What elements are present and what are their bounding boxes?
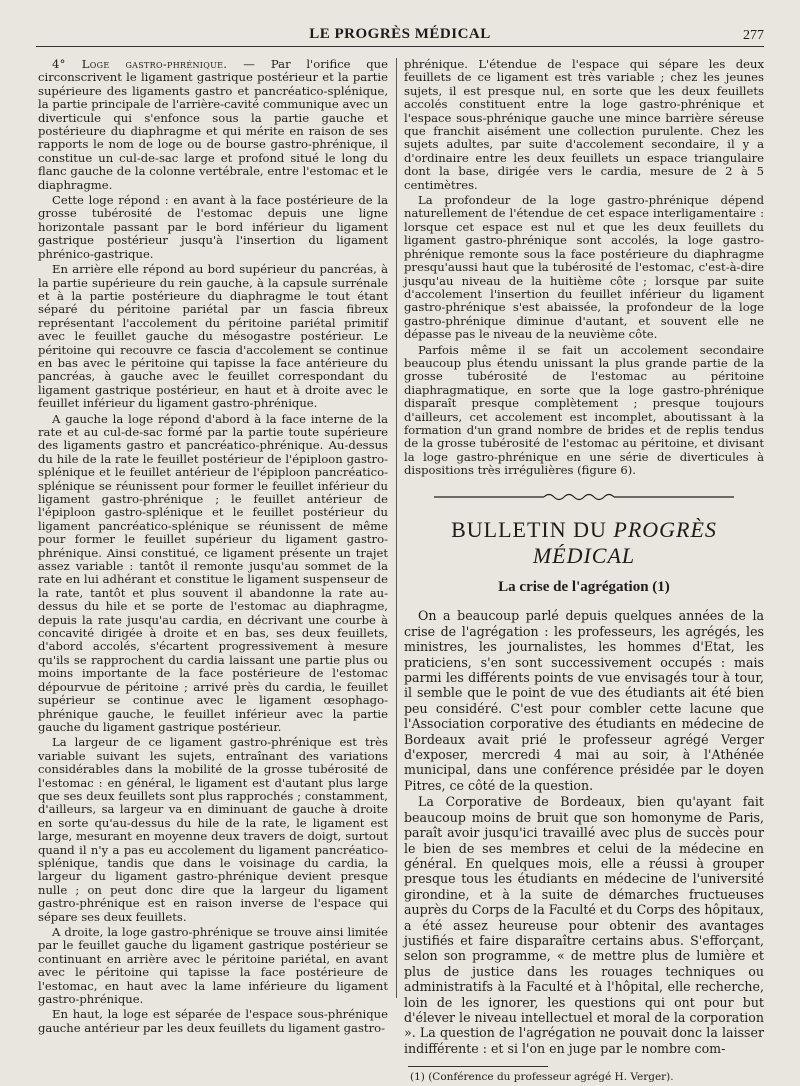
footnote: (1) (Conférence du professeur agrégé H. Verger).: [410, 1071, 674, 1084]
column-divider: [396, 58, 397, 998]
journal-title: LE PROGRÈS MÉDICAL: [309, 26, 491, 42]
paragraph: A gauche la loge répond d'abord à la face interne de la rate et au cul-de-sac formé par la partie toute supérieure des ligaments gastro et pancréatico-phrénique. Au-dessus du hile de la rate le feuillet postérieur de l'épiploon gastro-splénique et le feuillet antérieur de l'épiploon pancréatico-splénique se réunissent pour former le feuillet inférieur du ligament gastro-phrénique ; le feuillet antérieur de l'épiploon gastro-splénique et le feuillet postérieur du ligament pancréatico-splénique se réunissent de même pour former le feuillet supérieur du ligament gastro-phrénique. Ainsi constitué, ce ligament présente un trajet assez variable : tantôt il remonte jusqu'au sommet de la rate en lui adhérant et constitue le ligament suspenseur de la rate, tantôt et plus souvent il abandonne la rate au-dessus du hile et se porte de l'estomac au diaphragme, depuis la rate jusqu'au cardia, en décrivant une courbe à concavité dirigée à droite et en bas, ses deux feuillets, d'abord accolés, s'écartent progressivement à mesure qu'ils se rapprochent du cardia laissant une partie plus ou moins importante de la face postérieure de l'estomac dépourvue de péritoine ; arrivé près du cardia, le feuillet supérieur se continue avec le ligament œsophago-phrénique gauche, le feuillet inférieur avec la partie gauche du ligament gastrique postérieur.: [38, 411, 388, 734]
paragraph: Parfois même il se fait un accolement secondaire beaucoup plus étendu unissant la plus grande partie de la grosse tubérosité de l'estomac au péritoine diaphragmatique, en sorte que la loge gastro-phrénique disparaît presque complètement ; presque toujours d'ailleurs, cet accolement est incomplet, aboutissant à la formation d'un grand nombre de brides et de replis tendus de la grosse tubérosité de l'estomac au péritoine, et divisant la loge gastro-phrénique en une série de diverticules à dispositions très irrégulières (figure 6).: [404, 342, 764, 478]
paragraph: phrénique. L'étendue de l'espace qui sépare les deux feuillets de ce ligament est très variable ; chez les jeunes sujets, il est presque nul, en sorte que les deux feuillets accolés constituent entre la loge gastro-phrénique et l'espace sous-phrénique gauche une mince barrière séreuse que franchit aisément une collection purulente. Chez les sujets adultes, par suite d'accolement secondaire, il y a d'ordinaire entre les deux feuillets un espace triangulaire dont la base, dirigée vers le cardia, mesure de 2 à 5 centimètres.: [404, 57, 764, 192]
paragraph: [38, 58, 388, 192]
bulletin-heading-prefix: BULLETIN DU: [451, 517, 607, 542]
paragraph: A droite, la loge gastro-phrénique se trouve ainsi limitée par le feuillet gauche du ligament gastrique postérieur se continuant en arrière avec le péritoine pariétal, en avant avec le péritoine qui tapisse la face postérieure de l'estomac, en haut avec la lame inférieure du ligament gastro-phrénique.: [38, 925, 388, 1007]
paragraph: La Corporative de Bordeaux, bien qu'ayant fait beaucoup moins de bruit que son homonyme de Paris, paraît avoir jusqu'ici travaillé avec plus de succès pour le bien de ses membres et celui de la médecine en général. En quelques mois, elle a réussi à grouper presque tous les étudiants en médecine de l'université girondine, et à la suite de démarches fructueuses auprès du Corps de la Faculté et du Corps des hôpitaux, a été assez heureuse pour obtenir des avantages justifiés et faire disparaître certains abus. S'efforçant, selon son programme, « de mettre plus de lumière et plus de justice dans les rouages techniques ou administratifs à la Faculté et à l'hôpital, elle recherche, loin de les ignorer, les questions qui ont pour but d'élever le niveau intellectuel et moral de la corporation ». La question de l'agrégation ne pouvait donc la laisser indifférente : et si l'on en juge par le nombre com-: [404, 794, 764, 1056]
paragraph: La largeur de ce ligament gastro-phrénique est très variable suivant les sujets, entraînant des variations considérables dans la mobilité de la grosse tubérosité de l'estomac : en général, le ligament est d'autant plus large que ses deux feuillets sont plus rapprochés ; constamment, d'ailleurs, sa largeur va en diminuant de gauche à droite en sorte qu'au-dessus du hile de la rate, le ligament est large, mesurant en moyenne deux travers de doigt, surtout quand il n'y a pas eu accolement du ligament pancréatico-splénique, tandis que dans le voisinage du cardia, la largeur du ligament gastro-phrénique devient presque nulle ; on peut donc dire que la largeur du ligament gastro-phrénique est en raison inverse de l'espace qui sépare ses deux feuillets.: [38, 735, 388, 924]
bulletin-heading: [404, 517, 764, 569]
paragraph: En haut, la loge est séparée de l'espace sous-phrénique gauche antérieur par les deux feuillets du ligament gastro-: [38, 1007, 388, 1035]
flourish-icon: [434, 492, 734, 502]
paragraph: On a beaucoup parlé depuis quelques années de la crise de l'agrégation : les professeurs, les agrégés, les ministres, les journalistes, les hommes d'Etat, les praticiens, s'en sont successivement occupés : mais parmi les différents points de vue envisagés tour à tour, il semble que le point de vue des étudiants ait été bien peu considéré. C'est pour combler cette lacune que l'Association corporative des étudiants en médecine de Bordeaux avait prié le professeur agrégé Verger d'exposer, mercredi 4 mai au soir, à l'Athénée municipal, dans une conférence présidée par le doyen Pitres, ce côté de la question.: [404, 608, 764, 793]
header-rule: [36, 46, 764, 47]
ornamental-rule: [404, 492, 764, 505]
paragraph: La profondeur de la loge gastro-phrénique dépend naturellement de l'étendue de cet espace interligamentaire : lorsque cet espace est nul et que les deux feuillets du ligament gastro-phrénique sont accolés, la loge gastro-phrénique remonte sous la face postérieure du diaphragme presqu'aussi haut que la tubérosité de l'estomac, c'est-à-dire jusqu'au niveau de la huitième côte ; lorsque par suite d'accolement l'insertion du feuillet inférieur du ligament gastro-phrénique s'est abaissée, la profondeur de la loge gastro-phrénique diminue d'autant, et souvent elle ne dépasse pas le niveau de la neuvième côte.: [404, 193, 764, 342]
running-head: [36, 22, 764, 44]
bulletin-heading-italic: PROGRÈS MÉDICAL: [532, 517, 717, 568]
right-column: [404, 58, 764, 1086]
article-title: La crise de l'agrégation (1): [498, 579, 670, 595]
paragraph: Cette loge répond : en avant à la face postérieure de la grosse tubérosité de l'estomac depuis une ligne horizontale passant par le bord inférieur du ligament gastrique postérieur jusqu'à l'insertion du ligament phrénico-gastrique.: [38, 193, 388, 261]
paragraph: En arrière elle répond au bord supérieur du pancréas, à la partie supérieure du rein gauche, à la capsule surrénale et à la partie postérieure du diaphragme le tout étant séparé du péritoine pariétal par un fascia fibreux représentant l'accolement du péritoine pariétal primitif avec le feuillet gauche du mésogastre postérieur. Le péritoine qui recouvre ce fascia d'accolement se continue en bas avec le péritoine qui tapisse la face antérieure du pancréas, à gauche avec le feuillet correspondant du ligament gastrique postérieur, en haut et à droite avec le feuillet inférieur du ligament gastro-phrénique.: [38, 262, 388, 411]
page-number: 277: [743, 28, 764, 43]
article-body: [404, 608, 764, 1056]
footnote-rule: [408, 1066, 548, 1067]
section-heading: 4° Loge gastro-phrénique. —: [52, 57, 256, 71]
left-column: [38, 58, 388, 1037]
paragraph-text: Par l'orifice que circonscrivent le ligament gastrique postérieur et la partie supérieure des ligaments gastro et pancréatico-splénique, la partie principale de l'arrière-cavité communique avec un diverticule qui s'enfonce sous la partie gauche et postérieure du diaphragme et qui mérite en raison de ses rapports le nom de loge ou de bourse gastro-phrénique, il constitue un cul-de-sac large et profond situé le long du flanc gauche de la colonne vertébrale, entre l'estomac et le diaphragme.: [38, 57, 388, 192]
